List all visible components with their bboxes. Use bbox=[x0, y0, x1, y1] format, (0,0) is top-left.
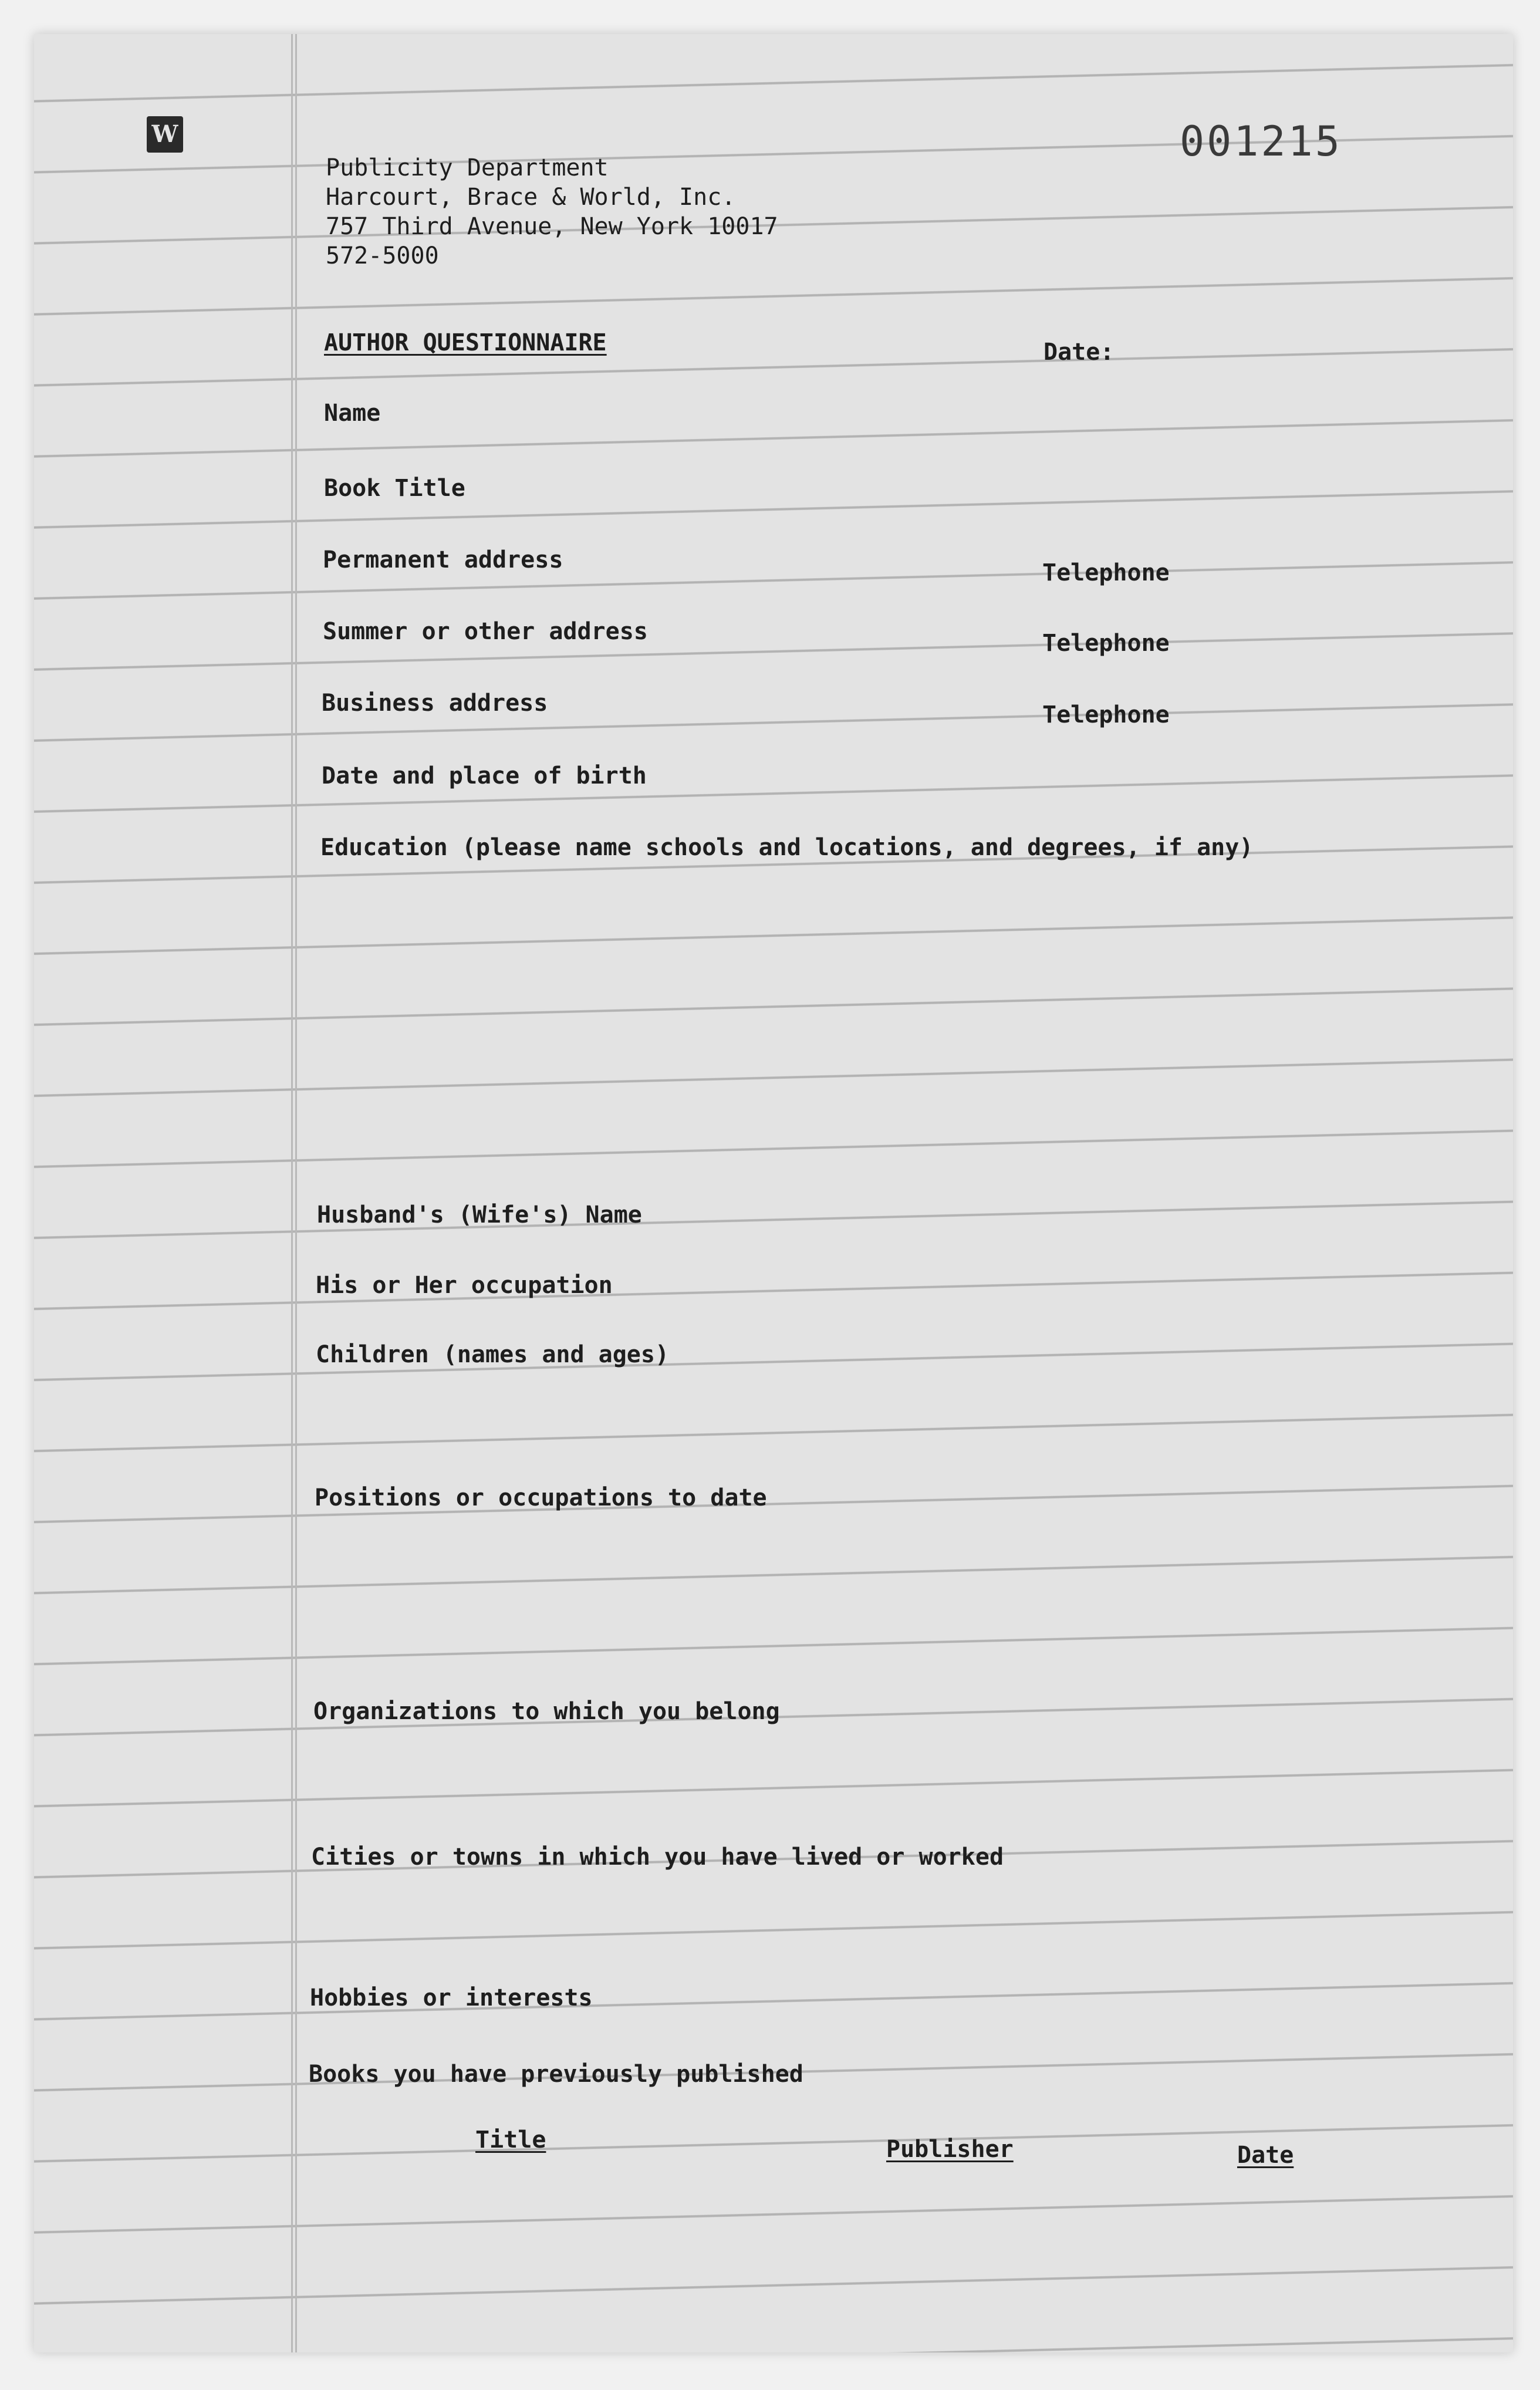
permanent-telephone-label: Telephone bbox=[1042, 559, 1170, 586]
questionnaire-sheet bbox=[34, 34, 1513, 2352]
publisher-logo-icon: W bbox=[147, 116, 183, 153]
document-number: 001215 bbox=[1180, 117, 1342, 166]
hobbies-label: Hobbies or interests bbox=[310, 1984, 593, 2011]
phone-line: 572-5000 bbox=[326, 242, 439, 269]
form-title: AUTHOR QUESTIONNAIRE bbox=[324, 329, 607, 356]
date-label: Date: bbox=[1043, 339, 1115, 366]
address-line: 757 Third Avenue, New York 10017 bbox=[326, 213, 778, 240]
permanent-address-label: Permanent address bbox=[323, 546, 563, 573]
book-title-label: Book Title bbox=[324, 475, 465, 502]
business-telephone-label: Telephone bbox=[1042, 701, 1170, 728]
books-column-publisher: Publisher bbox=[886, 2136, 1014, 2163]
books-column-title: Title bbox=[475, 2126, 546, 2153]
name-label: Name bbox=[324, 400, 381, 427]
birth-label: Date and place of birth bbox=[322, 762, 647, 789]
organizations-label: Organizations to which you belong bbox=[313, 1698, 780, 1725]
summer-address-label: Summer or other address bbox=[323, 618, 648, 645]
spouse-occupation-label: His or Her occupation bbox=[316, 1272, 613, 1299]
department-line: Publicity Department bbox=[326, 154, 609, 181]
children-label: Children (names and ages) bbox=[316, 1341, 670, 1368]
summer-telephone-label: Telephone bbox=[1042, 630, 1170, 657]
cities-label: Cities or towns in which you have lived or worked bbox=[311, 1844, 1004, 1871]
business-address-label: Business address bbox=[322, 690, 548, 717]
spouse-name-label: Husband's (Wife's) Name bbox=[317, 1201, 642, 1228]
books-label: Books you have previously published bbox=[309, 2061, 803, 2088]
positions-label: Positions or occupations to date bbox=[315, 1484, 767, 1511]
margin-line bbox=[291, 34, 297, 2352]
education-label: Education (please name schools and locations, and degrees, if any) bbox=[320, 834, 1254, 861]
books-column-date: Date bbox=[1237, 2142, 1294, 2169]
company-line: Harcourt, Brace & World, Inc. bbox=[326, 184, 736, 211]
